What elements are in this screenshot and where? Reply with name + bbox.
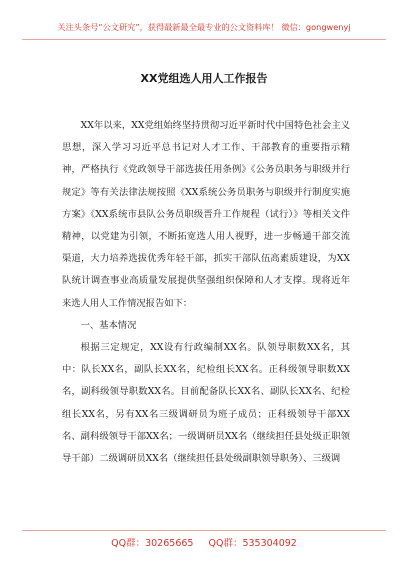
section-heading: 一、基本情况 <box>80 319 137 331</box>
footer-qq-group-2: QQ群：535304092 <box>208 538 297 549</box>
header-divider <box>22 39 386 40</box>
document-body <box>62 115 350 470</box>
section-paragraph: 根据三定规定，XX设有行政编制XX名。队领导职数XX名，其中：队长XX名，副队长XX名，纪检组长XX名。正科级领导职数XX名，副科级领导职数XX名。目前配备队长XX名、副队长XX名、纪检组长XX名，另有XX名三级调研员为班子成员；正科级领导干部XX名、副科级领导干部XX名；一级调研员XX名（继续担任县处级正职领导干部）二级调研员XX名（继续担任县处级副职领导职务）、三级调 <box>62 342 350 465</box>
intro-paragraph: XX年以来，XX党组始终坚持贯彻习近平新时代中国特色社会主义思想，深入学习习近平总书记对人才工作、干部教育的重要指示精神，严格执行《党政领导干部选拔任用条例》《公务员职务与职级并行规定》等有关法律法规按照《XX系统公务员职务与职级并行制度实施方案》《XX系统市县队公务员职级晋升工作规程（试行）》等相关文件精神，以党建为引领，不断拓宽选人用人视野，进一步畅通干部交流渠道，大力培养选拔优秀年轻干部，抓实干部队伍高素质建设，为XX队统计调查事业高质量发展提供坚强组织保障和人才支撑。现将近年来选人用人工作情况报告如下： <box>62 120 350 309</box>
footer-qq-group-1: QQ群：30265665 <box>111 538 194 549</box>
footer-divider <box>22 530 386 531</box>
header-banner: 关注头条号“公文研究”，获得最新最全最专业的公文资料库！ 微信：gongwenyj <box>57 22 351 32</box>
footer <box>0 535 408 549</box>
document-title: XX党组选人用人工作报告 <box>140 72 268 85</box>
